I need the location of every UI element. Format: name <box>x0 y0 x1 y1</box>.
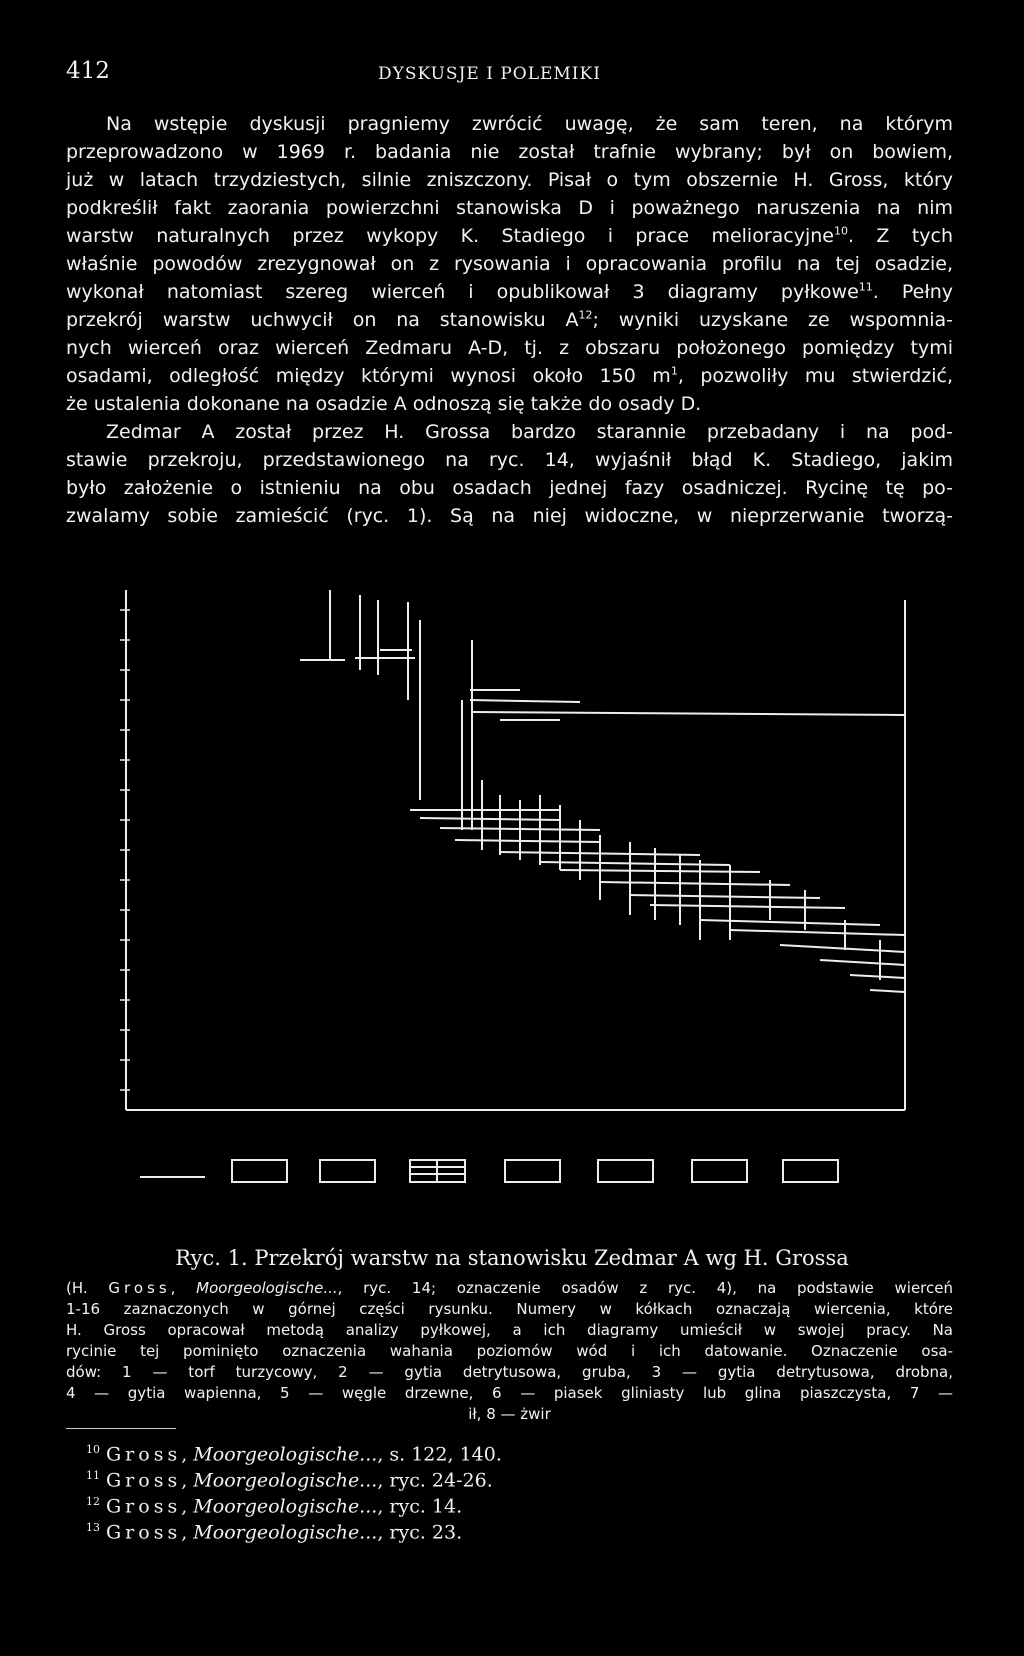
footnote-number: 11 <box>86 1469 100 1482</box>
body-line: podkreślił fakt zaorania powierzchni stanowiska D i poważnego naruszenia na nim <box>66 197 953 219</box>
footnote-item: $^{10}$ Gross, Moorgeologische..., s. 122, 140. <box>86 1443 502 1466</box>
legend-3 <box>320 1160 375 1182</box>
caption-line: 1-16 zaznaczonych w górnej części rysunku. Numery w kółkach oznaczają wiercenia, które <box>66 1300 953 1318</box>
legend <box>140 1160 838 1182</box>
body-line: właśnie powodów zrezygnował on z rysowania i opracowania profilu na tej osadzie, <box>66 253 953 275</box>
caption-line: dów: 1 — torf turzycowy, 2 — gytia detrytusowa, gruba, 3 — gytia detrytusowa, drobna, <box>66 1363 953 1381</box>
cross-section-figure <box>0 580 1024 1240</box>
footnote-item: $^{12}$ Gross, Moorgeologische..., ryc. 14. <box>86 1495 463 1518</box>
legend-8 <box>783 1160 838 1182</box>
caption-line: ił, 8 — żwir <box>468 1405 551 1423</box>
running-head: DYSKUSJE I POLEMIKI <box>378 64 601 84</box>
caption-line: rycinie tej pominięto oznaczenia wahania poziomów wód i ich datowanie. Oznaczenie osa- <box>66 1342 953 1360</box>
body-line: stawie przekroju, przedstawionego na ryc. 14, wyjaśnił błąd K. Stadiego, jakim <box>66 449 953 471</box>
body-line: przekrój warstw uchwycił on na stanowisku $A^{12}$; wyniki uzyskane ze wspomnia- <box>66 308 954 331</box>
footnote-ref: 10 <box>834 224 848 238</box>
caption-line: 4 — gytia wapienna, 5 — węgle drzewne, 6 — piasek gliniasty lub glina piaszczysta, 7 — <box>66 1384 953 1402</box>
footnote-item: $^{13}$ Gross, Moorgeologische..., ryc. 23. <box>86 1521 463 1544</box>
footnote-ref: 12 <box>578 308 593 322</box>
body-line: zwalamy sobie zamieścić (ryc. 1). Są na niej widoczne, w nieprzerwanie tworzą- <box>66 505 953 527</box>
body-line: warstw naturalnych przez wykopy K. Stadiego i prace melioracyjne$^{10}$. Z tych <box>66 224 953 247</box>
figure-caption-title: Ryc. 1. Przekrój warstw na stanowisku Zedmar A wg H. Grossa <box>175 1246 849 1270</box>
footnote-number: 13 <box>86 1521 100 1534</box>
footnote-ref: 11 <box>858 280 873 294</box>
legend-5 <box>505 1160 560 1182</box>
footnote-rule <box>66 1428 176 1429</box>
body-line: było założenie o istnieniu na obu osadach jednej fazy osadniczej. Rycinę tę po- <box>66 477 953 499</box>
caption-line: (H. Gross, Moorgeologische..., ryc. 14; oznaczenie osadów z ryc. 4), na podstawie wierceń <box>66 1279 953 1297</box>
legend-6 <box>598 1160 653 1182</box>
legend-2 <box>232 1160 287 1182</box>
legend-4 <box>410 1160 465 1182</box>
footnote-number: 12 <box>86 1495 100 1508</box>
body-line: nych wierceń oraz wierceń Zedmaru A-D, tj. z obszaru położonego pomiędzy tymi <box>66 337 953 359</box>
body-line: przeprowadzono w 1969 r. badania nie został trafnie wybrany; był on bowiem, <box>66 141 953 163</box>
body-line: że ustalenia dokonane na osadzie A odnoszą się także do osady D. <box>66 393 702 415</box>
body-line: już w latach trzydziestych, silnie zniszczony. Pisał o tym obszernie H. Gross, który <box>66 169 953 191</box>
boreholes <box>330 590 880 980</box>
caption-line: H. Gross opracował metodą analizy pyłkowej, a ich diagramy umieścił w swojej pracy. Na <box>66 1321 953 1339</box>
body-line: Zedmar A został przez H. Grossa bardzo starannie przebadany i na pod- <box>106 421 953 443</box>
body-line: Na wstępie dyskusji pragniemy zwrócić uwagę, że sam teren, na którym <box>106 113 953 135</box>
layer-boundaries <box>300 650 905 992</box>
footnote-ref: 1 <box>670 364 678 378</box>
footnote-number: 10 <box>86 1443 100 1456</box>
legend-7 <box>692 1160 747 1182</box>
body-line: osadami, odległość między którymi wynosi około 150 $m^1$, pozwoliły mu stwierdzić, <box>66 364 953 387</box>
footnote-item: $^{11}$ Gross, Moorgeologische..., ryc. 24-26. <box>86 1469 493 1492</box>
page-number: 412 <box>66 58 110 84</box>
body-line: wykonał natomiast szereg wierceń i opublikował 3 diagramy pyłkowe$^{11}$. Pełny <box>66 280 954 303</box>
